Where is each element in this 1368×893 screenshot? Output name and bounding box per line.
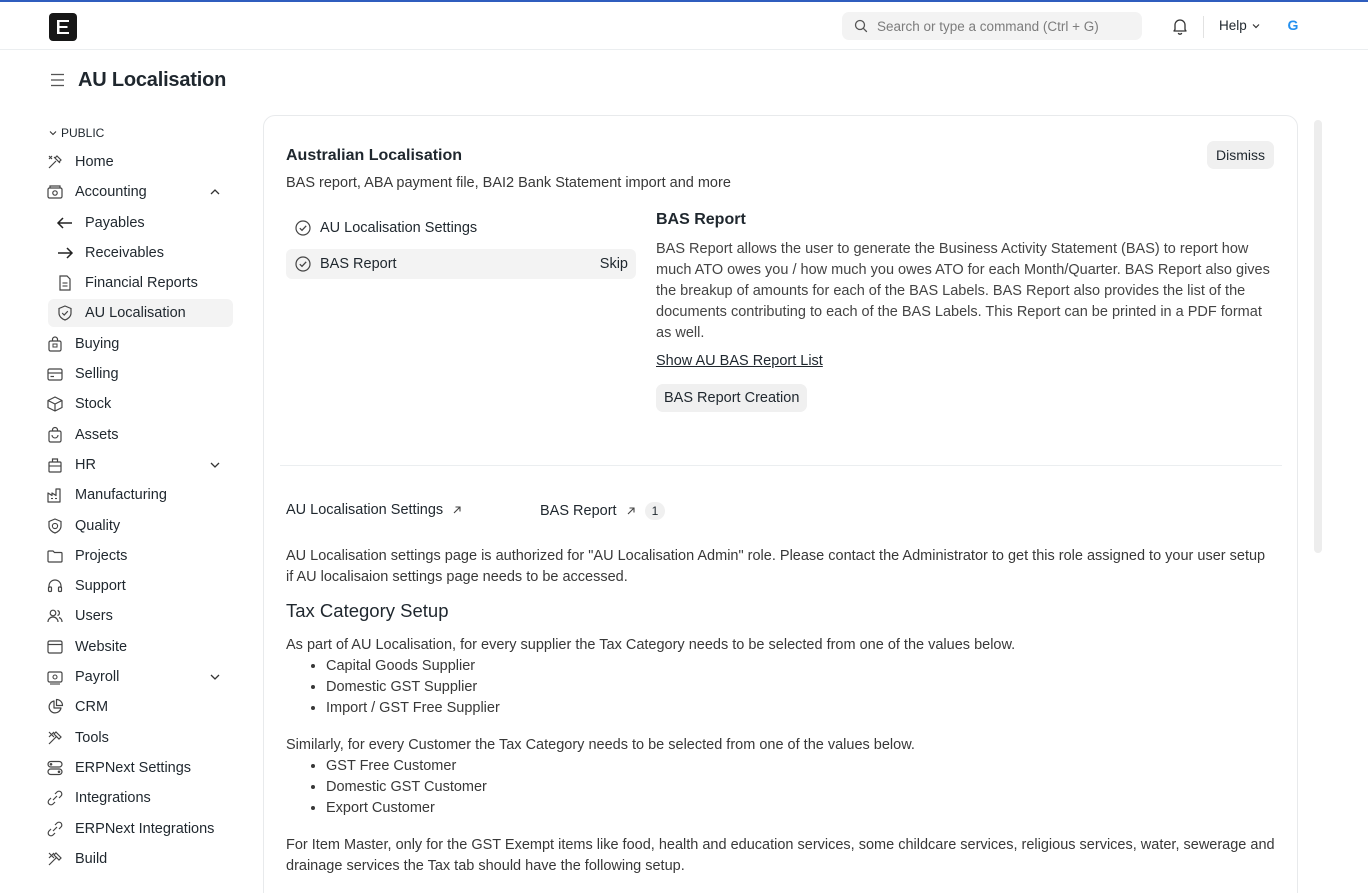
build-tools-icon: [46, 850, 64, 868]
page-title: AU Localisation: [78, 68, 227, 91]
list-item: • Import / GST Free Supplier: [326, 698, 1276, 719]
sidebar-item-label: CRM: [75, 699, 109, 715]
tools-icon: [46, 729, 64, 747]
home-tools-icon: [46, 153, 64, 171]
shortcut-label: BAS Report: [540, 503, 617, 519]
section-divider: [280, 465, 1282, 466]
search-icon: [854, 19, 868, 33]
arrow-up-right-icon: [625, 505, 637, 517]
sidebar-item-label: Stock: [75, 396, 112, 412]
arrow-left-icon: [56, 214, 74, 232]
skip-button[interactable]: Skip: [599, 256, 628, 272]
shortcut-count-badge: 1: [645, 502, 666, 520]
intro-paragraph: AU Localisation settings page is authorized for "AU Localisation Admin" role. Please contact the Administrator to get this role assigned to your user setup if AU localisaion settings page needs to be accessed.: [286, 548, 1266, 585]
arrow-right-icon: [56, 244, 74, 262]
sidebar-toggle-icon[interactable]: [48, 73, 66, 87]
step-detail-title: BAS Report: [656, 211, 746, 228]
sidebar-item-label: Payroll: [75, 669, 120, 685]
sidebar-item-financial-reports[interactable]: [48, 269, 233, 297]
sidebar-item-crm[interactable]: [48, 693, 233, 721]
sidebar-item-label: Receivables: [85, 245, 164, 261]
sidebar-item-label: AU Localisation: [85, 305, 186, 321]
onboarding-title: Australian Localisation: [286, 147, 463, 164]
check-circle-icon: [294, 255, 312, 273]
browser-icon: [46, 638, 64, 656]
chevron-down-icon: [48, 128, 58, 138]
check-circle-icon: [294, 219, 312, 237]
show-bas-report-list-link[interactable]: Show AU BAS Report List: [656, 353, 823, 369]
tax-category-heading: Tax Category Setup: [286, 600, 449, 621]
sidebar-item-website[interactable]: [48, 633, 233, 661]
supplier-paragraph: As part of AU Localisation, for every supplier the Tax Category needs to be selected from one of the values below.: [286, 637, 1016, 653]
customer-category-list: [326, 756, 1276, 819]
quality-badge-icon: [46, 517, 64, 535]
bas-report-creation-button[interactable]: BAS Report Creation: [656, 384, 807, 412]
list-item: • Capital Goods Supplier: [326, 656, 1276, 677]
file-report-icon: [56, 274, 74, 292]
sidebar-item-erpnext-settings[interactable]: [48, 754, 233, 782]
sidebar-item-stock[interactable]: [48, 390, 233, 418]
sidebar-item-payables[interactable]: [48, 209, 233, 237]
chevron-up-icon[interactable]: [209, 186, 221, 198]
sidebar-item-build[interactable]: [48, 845, 233, 873]
chevron-down-icon[interactable]: [209, 459, 221, 471]
arrow-up-right-icon: [451, 504, 463, 516]
sidebar-item-label: Selling: [75, 366, 119, 382]
sidebar-item-support[interactable]: [48, 572, 233, 600]
onboarding-step-au-localisation-settings[interactable]: [286, 213, 636, 243]
list-item: • GST Free Customer: [326, 756, 1276, 777]
sidebar-item-label: Buying: [75, 336, 120, 352]
sidebar-item-label: ERPNext Integrations: [75, 821, 215, 837]
stock-box-icon: [46, 395, 64, 413]
shortcut-bas-report[interactable]: [540, 502, 665, 520]
sidebar-section-label: PUBLIC: [61, 126, 105, 140]
step-detail-description: BAS Report allows the user to generate the Business Activity Statement (BAS) to report how much ATO owes you / how much you owes ATO for each Month/Quarter. BAS Report also gives the breakup of amounts for each of the BAS Labels. BAS Report also provides the list of the documents contributing to each of the BAS Labels. This Report can be printed in a PDF format as well.: [656, 241, 1270, 341]
search-bar[interactable]: [842, 12, 1142, 40]
users-icon: [46, 607, 64, 625]
dismiss-button[interactable]: Dismiss: [1207, 141, 1274, 169]
navbar-divider: [1203, 16, 1204, 38]
sidebar-item-buying[interactable]: [48, 330, 233, 358]
folder-icon: [46, 547, 64, 565]
sidebar-item-label: Assets: [75, 427, 119, 443]
sidebar-item-receivables[interactable]: [48, 239, 233, 267]
sidebar-item-label: Payables: [85, 215, 145, 231]
sidebar-item-accounting[interactable]: [48, 178, 233, 206]
hr-building-icon: [46, 456, 64, 474]
sidebar-item-label: Accounting: [75, 184, 147, 200]
shield-check-icon: [56, 304, 74, 322]
sidebar-item-assets[interactable]: [48, 421, 233, 449]
accounting-icon: [46, 183, 64, 201]
sidebar-item-label: Quality: [75, 518, 121, 534]
headset-icon: [46, 577, 64, 595]
navbar: [0, 2, 1368, 50]
avatar-initial: G: [1287, 17, 1299, 33]
notification-bell-icon[interactable]: [1170, 16, 1190, 36]
sidebar-item-label: Website: [75, 639, 128, 655]
sidebar-item-label: HR: [75, 457, 96, 473]
sidebar-item-quality[interactable]: [48, 512, 233, 540]
user-avatar[interactable]: [1283, 15, 1303, 35]
page-header: [48, 66, 226, 94]
chevron-down-icon[interactable]: [209, 671, 221, 683]
sidebar-item-erpnext-integrations[interactable]: [48, 815, 233, 843]
settings-toggle-icon: [46, 759, 64, 777]
app-logo[interactable]: [49, 13, 77, 41]
help-dropdown[interactable]: [1219, 18, 1261, 33]
sidebar-item-projects[interactable]: [48, 542, 233, 570]
sidebar-item-label: Users: [75, 608, 113, 624]
sidebar-item-au-localisation[interactable]: [48, 299, 233, 327]
integrations-icon: [46, 820, 64, 838]
sidebar-item-label: Financial Reports: [85, 275, 198, 291]
manufacturing-icon: [46, 486, 64, 504]
buying-bag-icon: [46, 335, 64, 353]
sidebar-item-tools[interactable]: [48, 724, 233, 752]
payroll-icon: [46, 668, 64, 686]
sidebar-item-manufacturing[interactable]: [48, 481, 233, 509]
list-item: • Domestic GST Supplier: [326, 677, 1276, 698]
sidebar-item-label: Manufacturing: [75, 487, 167, 503]
step-label: AU Localisation Settings: [320, 220, 478, 236]
supplier-category-list: [326, 656, 1276, 719]
scrollbar[interactable]: [1314, 120, 1322, 553]
search-input[interactable]: [877, 19, 1137, 34]
sidebar-section-public[interactable]: [48, 126, 104, 140]
chevron-down-icon: [1251, 21, 1261, 31]
list-item: • Domestic GST Customer: [326, 777, 1276, 798]
sidebar-item-selling[interactable]: [48, 360, 233, 388]
selling-card-icon: [46, 365, 64, 383]
item-master-paragraph: For Item Master, only for the GST Exempt items like food, health and education services, some childcare services, religious services, water, sewerage and drainage services the Tax tab should have the following setup.: [286, 837, 1275, 874]
onboarding-step-bas-report[interactable]: [286, 249, 636, 279]
integrations-icon: [46, 789, 64, 807]
sidebar-item-label: Tools: [75, 730, 109, 746]
erpnext-logo-icon: [56, 19, 70, 35]
customer-paragraph: Similarly, for every Customer the Tax Category needs to be selected from one of the values below.: [286, 737, 915, 753]
step-detail-panel: [656, 211, 1281, 412]
step-label: BAS Report: [320, 256, 397, 272]
crm-pie-icon: [46, 698, 64, 716]
sidebar-item-label: Support: [75, 578, 126, 594]
list-item: • Export Customer: [326, 798, 1276, 819]
sidebar-item-home[interactable]: [48, 148, 233, 176]
sidebar-item-payroll[interactable]: [48, 663, 233, 691]
assets-bag-icon: [46, 426, 64, 444]
sidebar-item-integrations[interactable]: [48, 784, 233, 812]
help-label: Help: [1219, 18, 1247, 33]
workspace-card: [263, 115, 1298, 893]
sidebar-item-label: ERPNext Settings: [75, 760, 192, 776]
onboarding-subtitle: BAS report, ABA payment file, BAI2 Bank Statement import and more: [286, 175, 731, 191]
sidebar-item-label: Integrations: [75, 790, 151, 806]
sidebar-item-label: Home: [75, 154, 114, 170]
sidebar-item-label: Build: [75, 851, 108, 867]
workspace-content: [286, 546, 1276, 877]
shortcut-au-localisation-settings[interactable]: [286, 502, 463, 518]
shortcut-label: AU Localisation Settings: [286, 502, 444, 518]
sidebar-item-users[interactable]: [48, 602, 233, 630]
sidebar-item-hr[interactable]: [48, 451, 233, 479]
sidebar-item-label: Projects: [75, 548, 128, 564]
